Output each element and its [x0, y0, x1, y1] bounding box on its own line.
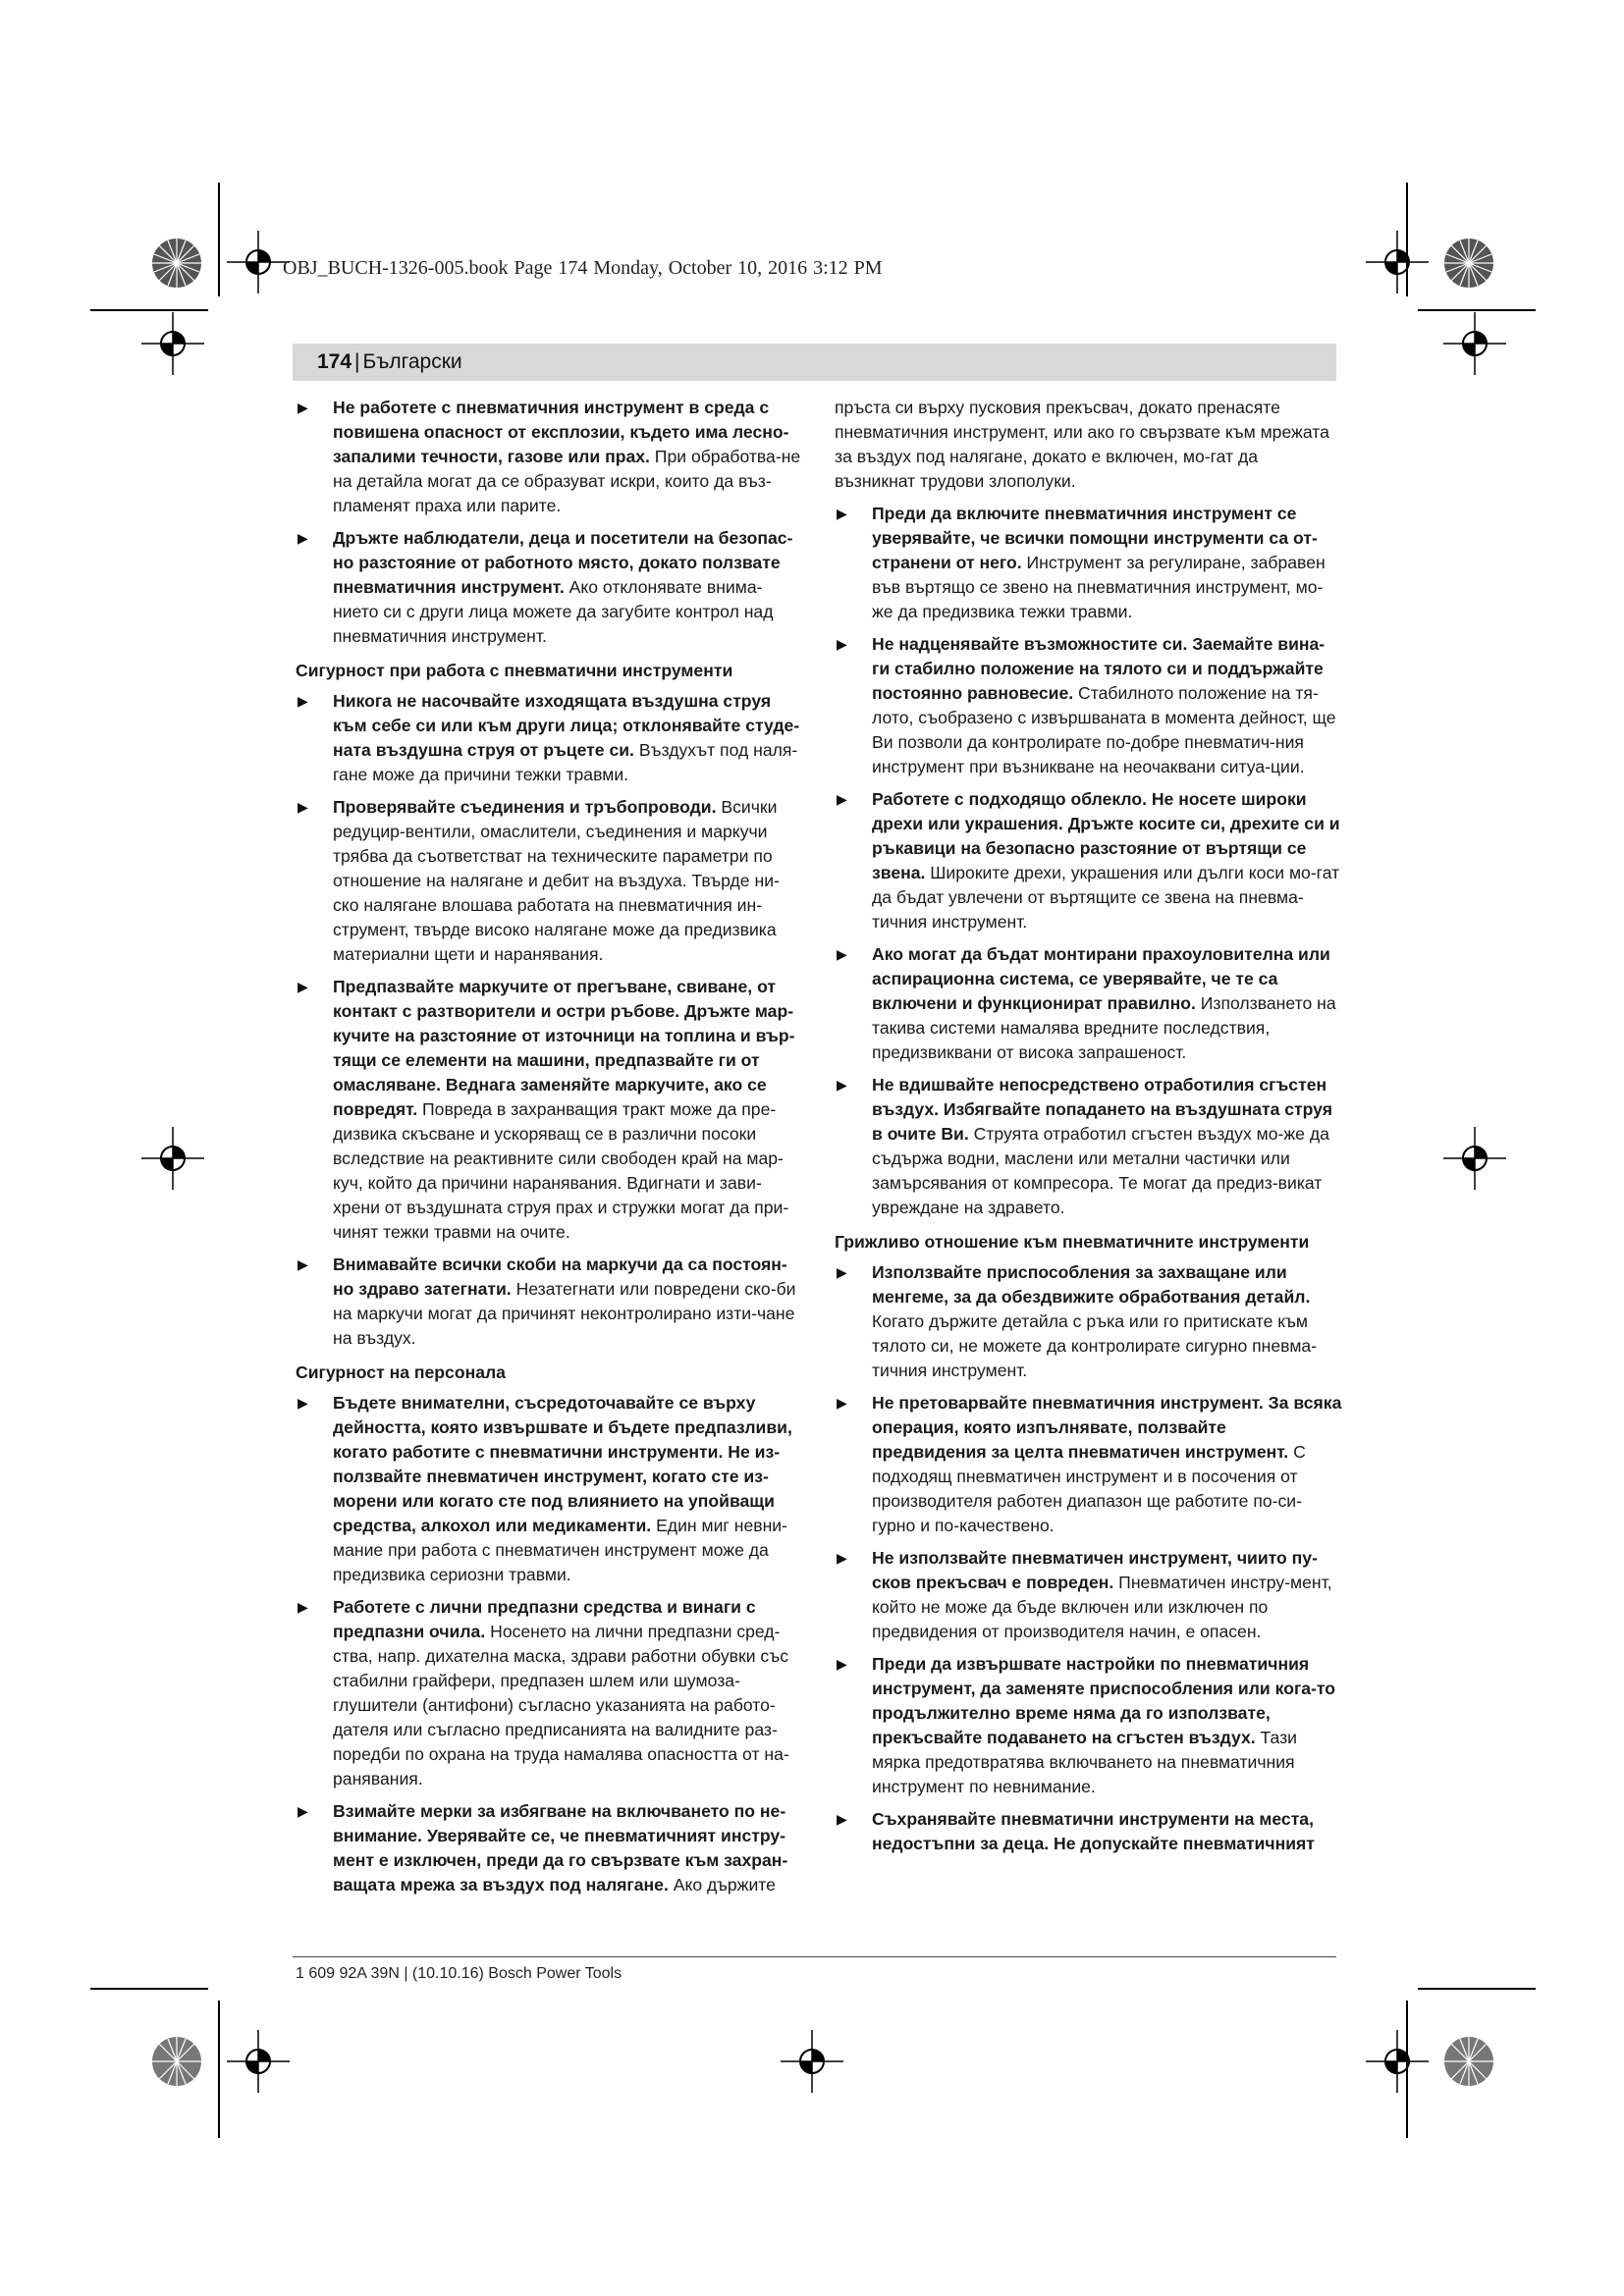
bullet-arrow-icon: ▶ — [298, 799, 308, 815]
bullet-arrow-icon: ▶ — [837, 1077, 847, 1093]
bullet-arrow-icon: ▶ — [298, 1256, 308, 1272]
right-column — [835, 396, 1342, 1864]
safety-item — [296, 396, 803, 518]
crop-line — [1418, 1988, 1536, 1990]
file-info-slug: OBJ_BUCH-1326-005.book Page 174 Monday, October 10, 2016 3:12 PM — [283, 257, 883, 279]
section-heading-tool-care: Грижливо отношение към пневматичните инструменти — [835, 1232, 1310, 1252]
safety-item — [296, 1391, 803, 1587]
registration-target-icon — [1443, 1127, 1506, 1190]
item-bold-text: Бъдете внимателни, съсредоточавайте се върху дейността, която извършвате и бъдете предпазливи, когато работите с пневматични инструменти. Не из-ползвайте пневматичен инструмент, когато сте из-морени или когато сте под влиянието на упойващи средства, алкохол или медикаменти. — [333, 1393, 792, 1535]
item-bold-text: Взимайте мерки за избягване на включването по не-внимание. Уверявайте се, че пневматичният инстру-мент е изключен, преди да го свързвате към захран-ващата мрежа за въздух под налягане. — [333, 1801, 788, 1895]
bullet-arrow-icon: ▶ — [298, 400, 308, 415]
section-heading-pneumatic-safety: Сигурност при работа с пневматични инструменти — [296, 661, 733, 680]
item-text: Незатегнати или повредени ско-би на маркучи могат да причинят неконтролирано изти-чане на въздух. — [333, 1279, 796, 1348]
left-column — [296, 396, 803, 1905]
page-number: 174 — [317, 350, 352, 373]
crop-line — [1418, 309, 1536, 311]
bullet-arrow-icon: ▶ — [837, 1656, 847, 1672]
item-text: пръста си върху пусковия прекъсвач, докато пренасяте пневматичния инструмент, или ако го свързвате към мрежата за въздух под налягане, докато е включен, мо-гат да възникнат трудови злополуки. — [835, 398, 1329, 491]
registration-target-icon — [1443, 312, 1506, 375]
item-text: Носенето на лични предпазни сред-ства, напр. дихателна маска, здрави работни обувки със стабилни грайфери, предпазен шлем или шумоза-глушители (антифони) съгласно указанията на работо-дателя или съгласно предписанията на валидните раз-поредби по охрана на труда намалява опасността от на-ранявания. — [333, 1622, 789, 1789]
bullet-arrow-icon: ▶ — [298, 693, 308, 709]
crop-line — [218, 183, 220, 296]
item-bold-text: Съхранявайте пневматични инструменти на места, недостъпни за деца. Не допускайте пневматичният — [872, 1809, 1315, 1853]
item-bold-text: Проверявайте съединения и тръбопроводи. — [333, 797, 717, 817]
section-heading-personal-safety: Сигурност на персонала — [296, 1362, 506, 1382]
safety-item — [835, 502, 1342, 624]
registration-target-icon — [141, 1127, 204, 1190]
safety-item — [835, 632, 1342, 779]
item-text: Всички редуцир-вентили, омаслители, съединения и маркучи трябва да съответстват на техническите параметри по отношение на налягане и дебит на въздуха. Твърде ни-ско налягане влошава работата на пневматичния ин-струмент, твърде високо налягане може да предизвика материални щети и наранявания. — [333, 797, 780, 964]
item-text: С подходящ пневматичен инструмент и в посочения от производителя работен диапазон ще работите по-си-гурно и по-качествено. — [872, 1442, 1306, 1535]
item-text: Тази мярка предотвратява включването на пневматичния инструмент по невнимание. — [872, 1728, 1297, 1796]
item-text: Един миг невни-мание при работа с пневматичен инструмент може да предизвика сериозни травми. — [333, 1516, 787, 1584]
item-text: Широките дрехи, украшения или дълги коси мо-гат да бъдат увлечени от въртящите се звена на пневма-тичния инструмент. — [872, 863, 1340, 932]
bullet-arrow-icon: ▶ — [298, 530, 308, 546]
item-bold-text: Внимавайте всички скоби на маркучи да са постоян-но здраво затегнати. — [333, 1255, 787, 1299]
safety-item — [835, 1807, 1342, 1856]
bullet-arrow-icon: ▶ — [837, 506, 847, 521]
safety-list — [296, 689, 803, 1351]
item-text: Стабилното положение на тя-лото, съобразено с извършваната в момента дейност, ще Ви позволи да контролирате по-добре пневматич-ния инструмент при възникване на неочаквани ситуа-ции. — [872, 683, 1336, 776]
bullet-arrow-icon: ▶ — [837, 1550, 847, 1566]
item-text: Ако отклонявате внима-нието си с други лица можете да загубите контрол над пневматичния инструмент. — [333, 577, 774, 646]
safety-list — [835, 1260, 1342, 1856]
safety-item — [835, 787, 1342, 934]
header-separator: | — [354, 350, 360, 373]
crop-line — [218, 2001, 220, 2138]
item-text: Използването на такива системи намалява вредните последствия, предизвиквани от висока запрашеност. — [872, 993, 1336, 1062]
item-bold-text: Не използвайте пневматичен инструмент, чиито пу-сков прекъсвач е повреден. — [872, 1548, 1318, 1592]
safety-item — [296, 1253, 803, 1351]
crop-line — [90, 1988, 208, 1990]
item-bold-text: Не надценявайте възможностите си. Заемайте вина-ги стабилно положение на тялото си и поддържайте постоянно равновесие. — [872, 634, 1326, 703]
color-rosette-icon — [1443, 2036, 1494, 2087]
bullet-arrow-icon: ▶ — [298, 979, 308, 994]
item-text: Ако държите — [668, 1875, 776, 1895]
item-bold-text: Работете с подходящо облекло. Не носете широки дрехи или украшения. Дръжте косите си, дрехите си и ръкавици на безопасно разстояние от въртящи се звена. — [872, 789, 1340, 882]
bullet-arrow-icon: ▶ — [837, 791, 847, 807]
color-rosette-icon — [1443, 238, 1494, 289]
footer-text: 1 609 92A 39N | (10.10.16) Bosch Power Tools — [296, 1965, 623, 1982]
bullet-arrow-icon: ▶ — [837, 1811, 847, 1827]
safety-item — [296, 1595, 803, 1791]
safety-item — [835, 1260, 1342, 1383]
footer-rule — [293, 1956, 1336, 1957]
item-bold-text: Предпазвайте маркучите от прегъване, свиване, от контакт с разтворители и остри ръбове. Дръжте мар-кучите на разстояние от източници на топлина и вър-тящи се елементи на машини, предпазвайте ги от омасляване. Веднага заменяйте маркучите, ако се повредят. — [333, 977, 795, 1119]
safety-item — [296, 526, 803, 649]
bullet-arrow-icon: ▶ — [837, 1264, 847, 1280]
safety-list — [835, 502, 1342, 1220]
item-text: Въздухът под наля-гане може да причини тежки травми. — [333, 740, 798, 784]
item-bold-text: Преди да включите пневматичния инструмент се уверявайте, че всички помощни инструменти са от-странени от него. — [872, 504, 1318, 572]
item-bold-text: Работете с лични предпазни средства и винаги с предпазни очила. — [333, 1597, 756, 1641]
safety-item — [296, 795, 803, 967]
item-text: Когато държите детайла с ръка или го притискате към тялото си, не можете да контролирате сигурно пневма-тичния инструмент. — [872, 1311, 1318, 1380]
item-bold-text: Ако могат да бъдат монтирани прахоуловителна или аспирационна система, се уверявайте, че те са включени и функционират правилно. — [872, 944, 1330, 1013]
crop-line — [90, 309, 208, 311]
safety-item — [296, 1799, 803, 1897]
bullet-arrow-icon: ▶ — [298, 1395, 308, 1411]
continuation-paragraph — [835, 396, 1342, 494]
safety-list — [296, 396, 803, 649]
color-rosette-icon — [151, 238, 202, 289]
bullet-arrow-icon: ▶ — [837, 946, 847, 962]
item-text: Инструмент за регулиране, забравен във въртящо се звено на пневматичния инструмент, мо-же да предизвика тежки травми. — [872, 553, 1326, 621]
safety-item — [296, 975, 803, 1245]
item-bold-text: Не работете с пневматичния инструмент в среда с повишена опасност от експлозии, където има лесно-запалими течности, газове или прах. — [333, 398, 789, 466]
color-rosette-icon — [151, 2036, 202, 2087]
item-text: При обработва-не на детайла могат да се образуват искри, които да въз-пламенят праха или парите. — [333, 447, 801, 515]
safety-item — [835, 1652, 1342, 1799]
safety-item — [835, 1073, 1342, 1220]
safety-item — [835, 1546, 1342, 1644]
registration-target-icon — [1366, 231, 1429, 294]
item-bold-text: Не претоварвайте пневматичния инструмент. За всяка операция, която изпълнявате, ползвайте предвидения за целта пневматичен инструмент. — [872, 1393, 1342, 1462]
registration-target-icon — [141, 312, 204, 375]
bullet-arrow-icon: ▶ — [837, 1395, 847, 1411]
item-text: Повреда в захранващия тракт може да пре-дизвика скъсване и ускоряващ се в различни посоки вследствие на реактивните сили свободен край на мар-куч, който да причини наранявания. Вдигнати и зави-хрени от въздушната струя прах и стружки могат да при-чинят тежки травми на очите. — [333, 1099, 789, 1242]
item-bold-text: Преди да извършвате настройки по пневматичния инструмент, да заменяте приспособления или кога-то продължително време няма да го използвате, прекъсвайте подаването на сгъстен въздух. — [872, 1654, 1336, 1747]
page-header — [317, 350, 462, 374]
safety-item — [835, 942, 1342, 1065]
registration-target-icon — [1366, 2030, 1429, 2093]
registration-target-icon — [781, 2030, 843, 2093]
safety-item — [835, 1391, 1342, 1538]
item-bold-text: Не вдишвайте непосредствено отработилия сгъстен въздух. Избягвайте попадането на въздушната струя в очите Ви. — [872, 1075, 1332, 1144]
item-text: Струята отработил сгъстен въздух мо-же да съдържа водни, маслени или метални частички или замърсявания от компресора. Те могат да предиз-викат увреждане на здравето. — [872, 1124, 1329, 1217]
bullet-arrow-icon: ▶ — [298, 1803, 308, 1819]
safety-item — [296, 689, 803, 787]
item-bold-text: Никога не насочвайте изходящата въздушна струя към себе си или към други лица; отклонявайте студе-ната въздушна струя от ръцете си. — [333, 691, 800, 760]
item-bold-text: Дръжте наблюдатели, деца и посетители на безопас-но разстояние от работното място, докато ползвате пневматичния инструмент. — [333, 528, 793, 597]
item-bold-text: Използвайте приспособления за захващане или менгеме, за да обездвижите обработвания детайл. — [872, 1262, 1311, 1307]
bullet-arrow-icon: ▶ — [837, 636, 847, 652]
registration-target-icon — [227, 231, 290, 294]
item-text: Пневматичен инстру-мент, който не може да бъде включен или изключен по предвидения от производителя начин, е опасен. — [872, 1573, 1332, 1641]
bullet-arrow-icon: ▶ — [298, 1599, 308, 1615]
registration-target-icon — [227, 2030, 290, 2093]
safety-list — [296, 1391, 803, 1897]
language-label: Български — [362, 350, 462, 373]
